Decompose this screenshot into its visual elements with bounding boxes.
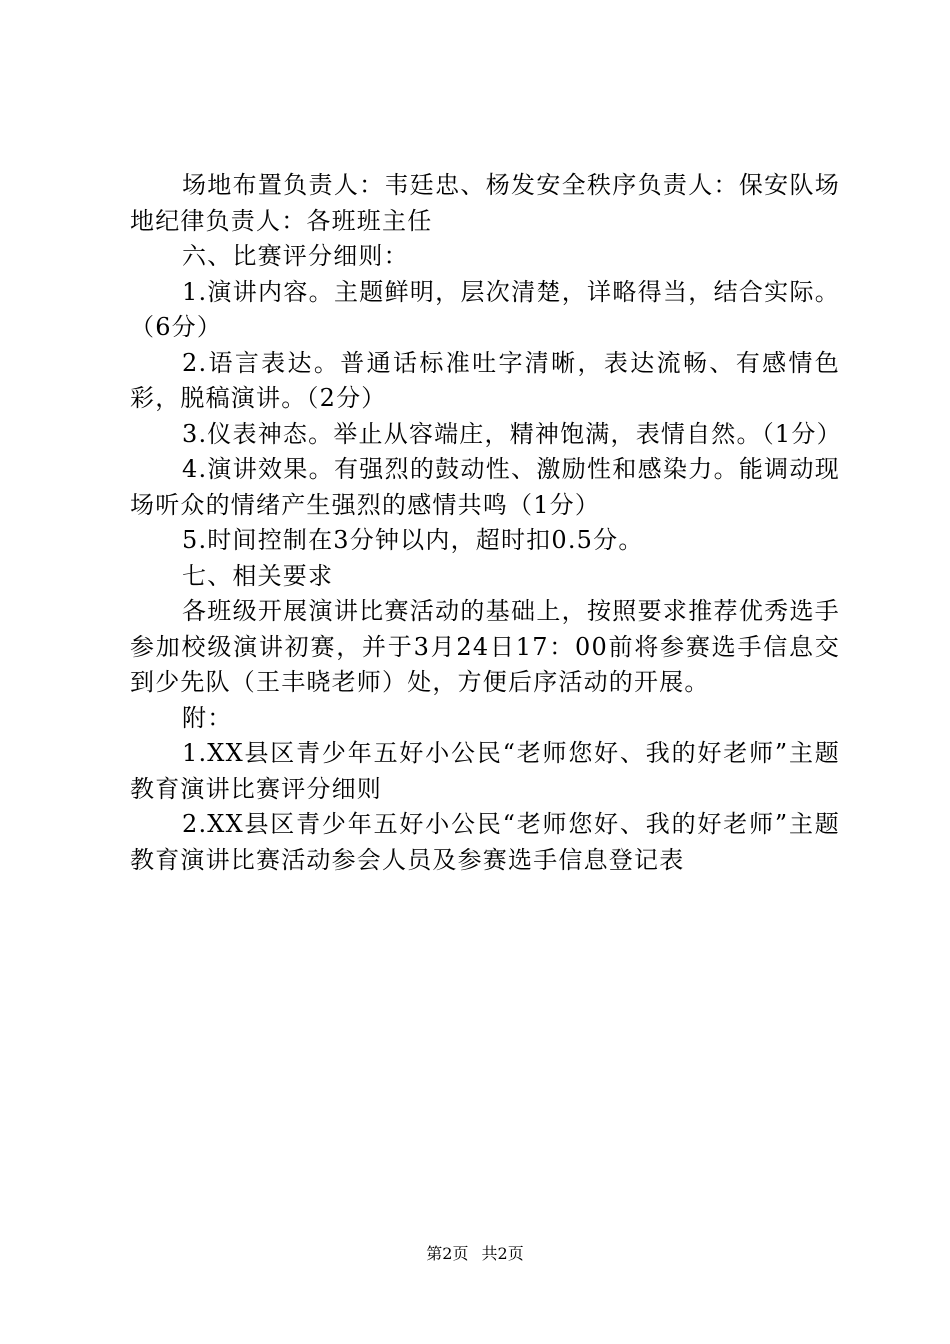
page-footer xyxy=(0,1244,950,1264)
scoring-item-time: 5.时间控制在3分钟以内，超时扣0.5分。 xyxy=(182,526,644,554)
scoring-item-content: 1.演讲内容。主题鲜明，层次清楚，详略得当，结合实际。（6分） xyxy=(130,277,840,341)
scoring-item-effect: 4.演讲效果。有强烈的鼓动性、激励性和感染力。能调动现场听众的情绪产生强烈的感情共鸣（1分） xyxy=(130,455,840,519)
appendix-item-2: 2.XX县区青少年五好小公民“老师您好、我的好老师”主题教育演讲比赛活动参会人员及参赛选手信息登记表 xyxy=(130,810,840,874)
scoring-item-language: 2.语言表达。普通话标准吐字清晰，表达流畅、有感情色彩，脱稿演讲。（2分） xyxy=(130,348,840,412)
paragraph-venue-staff: 场地布置负责人：韦廷忠、杨发安全秩序负责人：保安队场地纪律负责人：各班班主任 xyxy=(130,171,840,235)
page-number-total: 共2页 xyxy=(481,1244,524,1263)
appendix-item-1: 1.XX县区青少年五好小公民“老师您好、我的好老师”主题教育演讲比赛评分细则 xyxy=(130,739,840,803)
appendix-heading: 附： xyxy=(182,703,233,732)
document-body xyxy=(130,168,840,878)
paragraph-requirements: 各班级开展演讲比赛活动的基础上，按照要求推荐优秀选手参加校级演讲初赛，并于3月24日17：00前将参赛选手信息交到少先队（王丰晓老师）处，方便后序活动的开展。 xyxy=(130,597,840,696)
scoring-item-appearance: 3.仪表神态。举止从容端庄，精神饱满，表情自然。（1分） xyxy=(182,419,842,448)
section-heading-requirements: 七、相关要求 xyxy=(182,561,334,590)
section-heading-scoring: 六、比赛评分细则： xyxy=(182,242,409,270)
page-number-current: 第2页 xyxy=(426,1244,469,1263)
